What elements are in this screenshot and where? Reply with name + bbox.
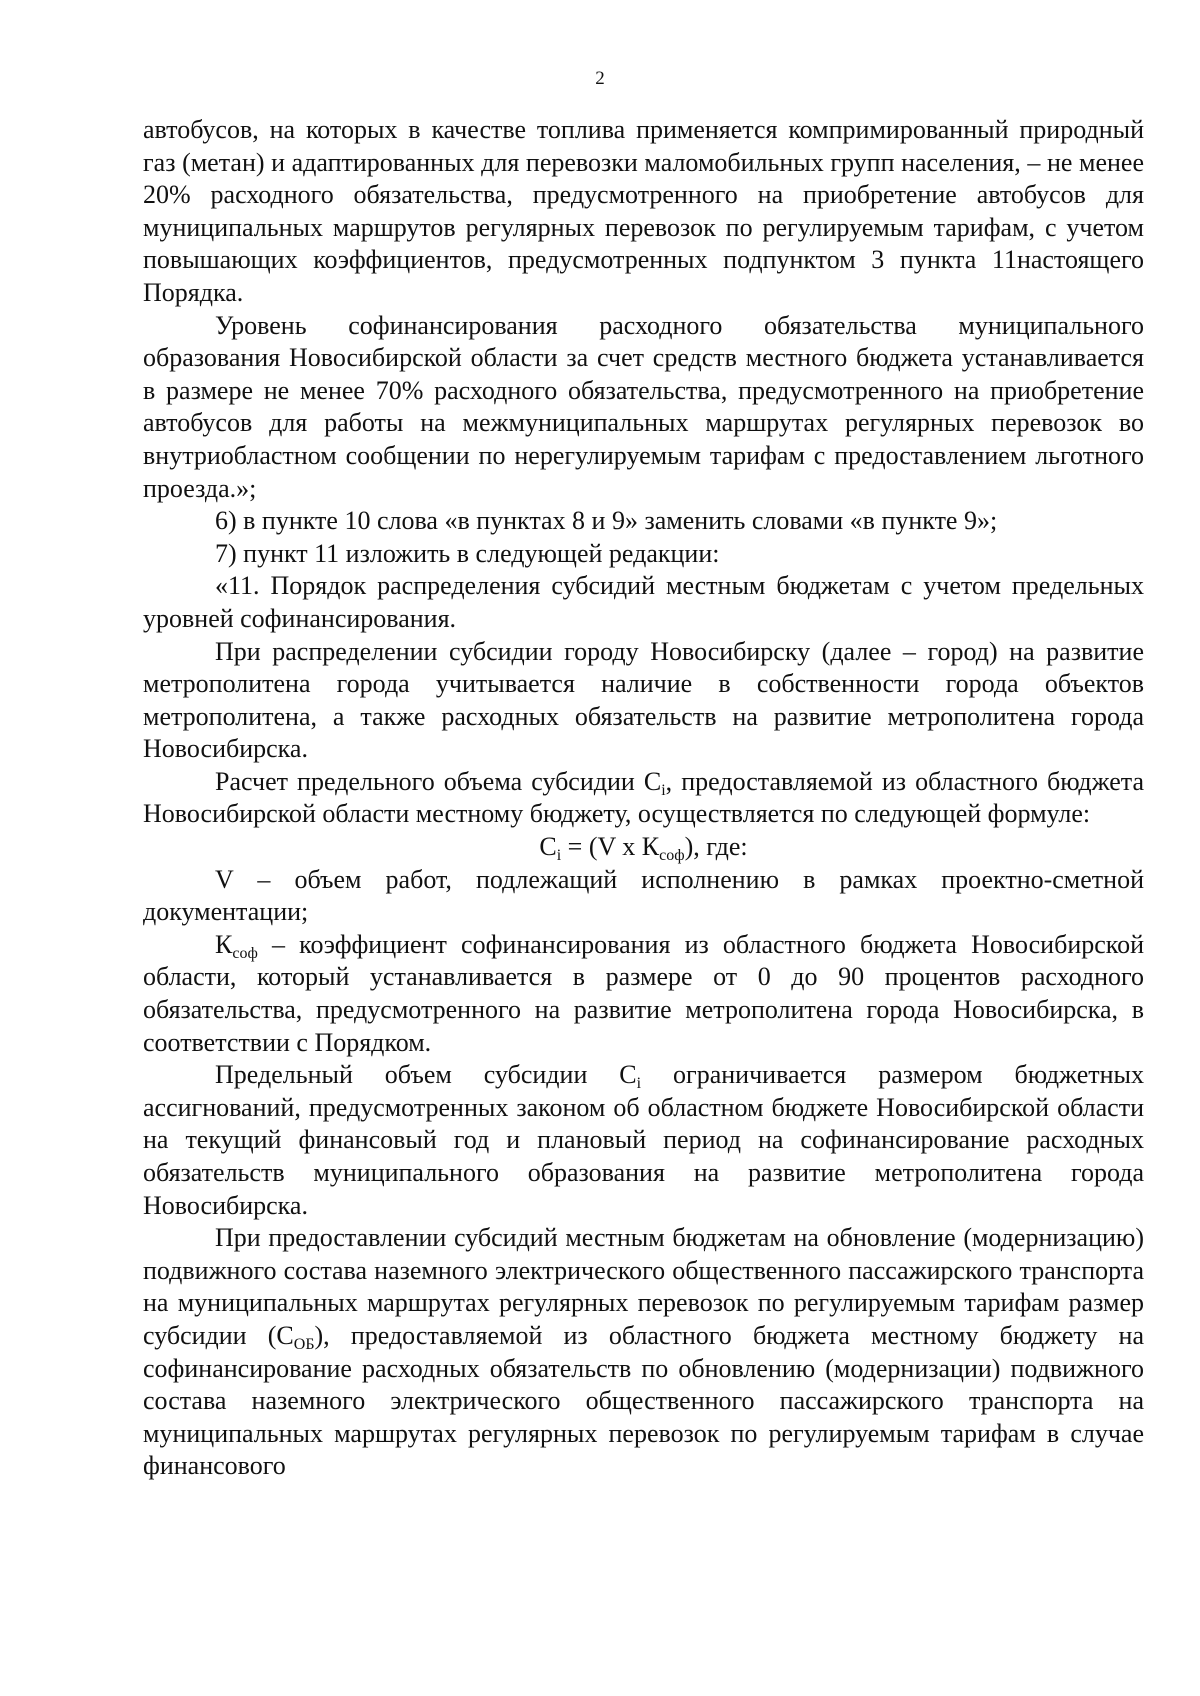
subscript: i (661, 781, 666, 799)
subscript: соф (232, 944, 258, 962)
text-run: Предельный объем субсидии С (215, 1060, 637, 1090)
paragraph: автобусов, на которых в качестве топлива применяется компримированный природный газ (метан) и адаптированных для перевозки маломобильных групп населения, – не менее 20% расходного обязательства, предусмотренного на приобретение автобусов для муниципальных маршрутов регулярных перевозок по регулируемым тарифам, с учетом повышающих коэффициентов, предусмотренных подпунктом 3 пункта 11настоящего Порядка. (143, 115, 1144, 307)
document-body (143, 114, 1144, 1483)
paragraph: 6) в пункте 10 слова «в пунктах 8 и 9» заменить словами «в пункте 9»; (215, 506, 998, 536)
text-run: При предоставлении субсидий местным бюджетам на обновление (модернизацию) подвижного состава наземного электрического общественного пассажирского транспорта на муниципальных маршрутах регулярных перевозок по регулируемым тарифам размер субсидии (С (143, 1223, 1144, 1350)
subscript: соф (659, 847, 685, 865)
text-run: , предоставляемой из областного бюджета Новосибирской области местному бюджету, осуществляется по следующей формуле: (143, 766, 1144, 829)
formula-c: С (539, 832, 557, 862)
paragraph: При распределении субсидии городу Новосибирску (далее – город) на развитие метрополитена города учитывается наличие в собственности города объектов метрополитена, а также расходных обязательств на развитие метрополитена города Новосибирска. (143, 636, 1144, 764)
paragraph (143, 1222, 1144, 1483)
text-run: ), предоставляемой из областного бюджета местному бюджету на софинансирование расходных обязательств по обновлению (модернизации) подвижного состава наземного электрического общественного пассажирского транспорта на муниципальных маршрутах регулярных перевозок по регулируемым тарифам в случае финансового (143, 1320, 1144, 1481)
subscript: ОБ (293, 1335, 315, 1353)
paragraph: V – объем работ, подлежащий исполнению в рамках проектно-сметной документации; (143, 864, 1144, 927)
text-run: Расчет предельного объема субсидии С (215, 766, 662, 796)
text-run: ограничивается размером бюджетных ассигнований, предусмотренных законом об областном бюджете Новосибирской области на текущий финансовый год и плановый период на софинансирование расходных обязательств муниципального образования на развитие метрополитена города Новосибирска. (143, 1060, 1145, 1220)
formula-end: ), где: (684, 832, 748, 862)
subscript: i (636, 1075, 642, 1093)
paragraph: «11. Порядок распределения субсидий местным бюджетам с учетом предельных уровней софинансирования. (143, 571, 1144, 633)
paragraph: 7) пункт 11 изложить в следующей редакции: (215, 538, 720, 568)
paragraph (143, 766, 1144, 831)
formula-mid: = (V х К (561, 832, 660, 862)
text-run: – коэффициент софинансирования из областного бюджета Новосибирской области, который устанавливается в размере от 0 до 90 процентов расходного обязательства, предусмотренного на развитие метрополитена города Новосибирска, в соответствии с Порядком. (143, 929, 1144, 1057)
text-run: К (215, 929, 233, 959)
paragraph (143, 1059, 1144, 1222)
formula (143, 831, 1144, 864)
paragraph (143, 929, 1144, 1059)
page-number: 2 (595, 68, 605, 89)
paragraph: Уровень софинансирования расходного обязательства муниципального образования Новосибирской области за счет средств местного бюджета устанавливается в размере не менее 70% расходного обязательства, предусмотренного на приобретение автобусов для работы на межмуниципальных маршрутах регулярных перевозок во внутриобластном сообщении по нерегулируемым тарифам с предоставлением льготного проезда.»; (143, 310, 1144, 503)
subscript: i (556, 847, 562, 865)
